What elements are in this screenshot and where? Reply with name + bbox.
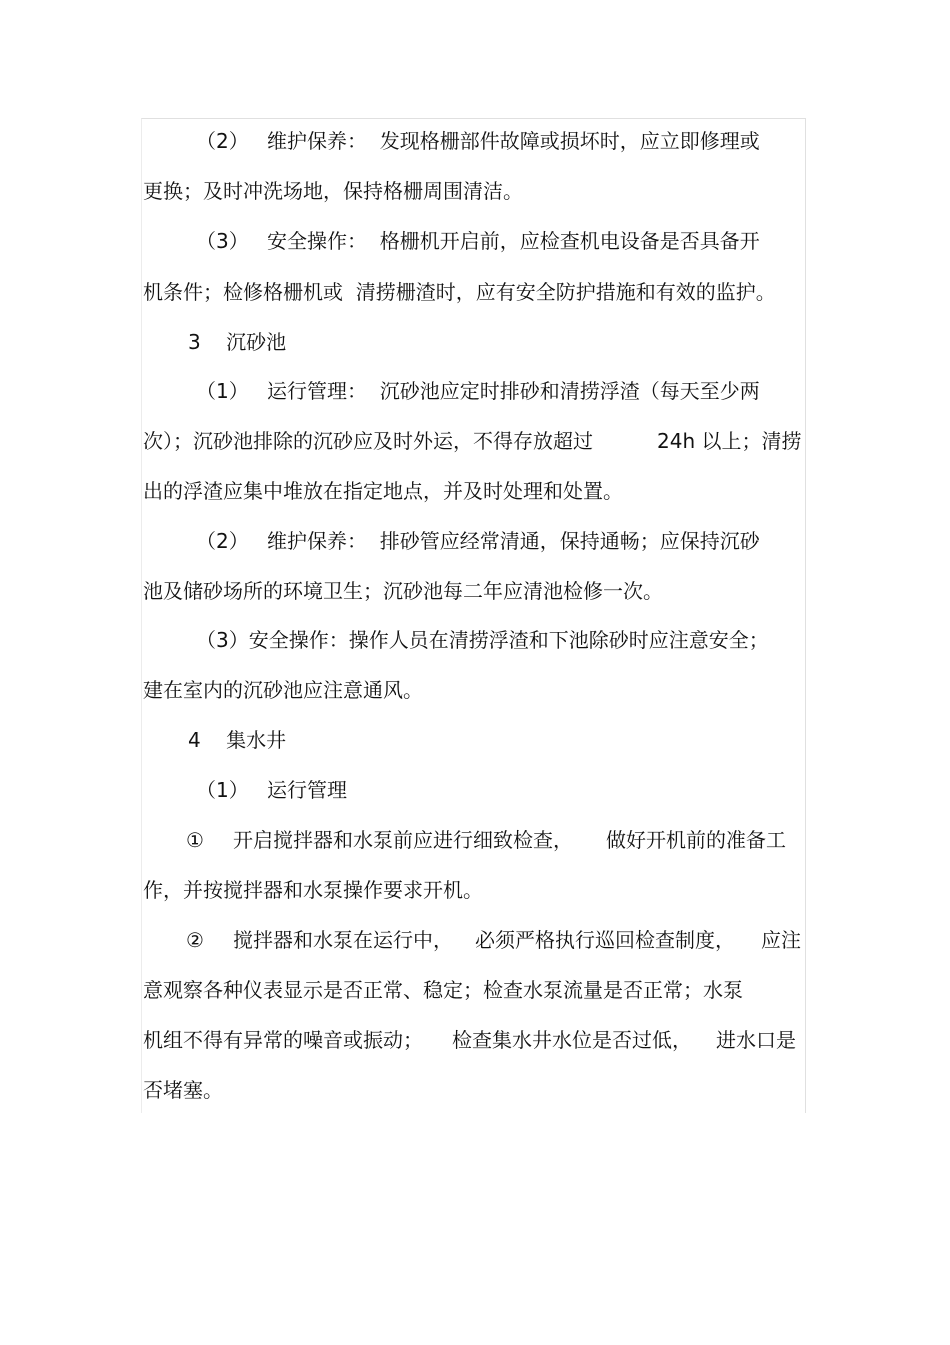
item-text: 运行管理： 沉砂池应定时排砂和清捞浮渣（每天至少两 [267, 379, 760, 403]
text-line-10: 池及储砂场所的环境卫生；沉砂池每二年应清池检修一次。 [143, 579, 663, 603]
text-line-1 [0, 126, 950, 156]
text-line-12: 建在室内的沉砂池应注意通风。 [143, 678, 423, 702]
text-line-14 [0, 775, 950, 805]
item-number: （2） [196, 529, 249, 553]
text-line-18: 意观察各种仪表显示是否正常、稳定；检查水泵流量是否正常；水泵 [143, 978, 743, 1002]
page-border [141, 118, 806, 1113]
text-line-8: 出的浮渣应集中堆放在指定地点，并及时处理和处置。 [143, 479, 623, 503]
text-line-6 [0, 376, 950, 406]
line-text: 搅拌器和水泵在运行中， [233, 928, 453, 952]
text-line-17 [0, 925, 950, 955]
circled-number: ① [186, 828, 204, 852]
item-number: （1） [196, 778, 249, 802]
text-line-7 [0, 426, 950, 456]
line-text: 开启搅拌器和水泵前应进行细致检查， [233, 828, 573, 852]
item-text: 运行管理 [267, 778, 347, 802]
text-line-2: 更换；及时冲洗场地，保持格栅周围清洁。 [143, 179, 523, 203]
line-text: 做好开机前的准备工 [606, 828, 786, 852]
line-text: 进水口是 [716, 1028, 796, 1052]
line-text: 检查集水井水位是否过低， [452, 1028, 692, 1052]
text-line-3 [0, 226, 950, 256]
item-number: （3） [196, 229, 249, 253]
text-line-15 [0, 825, 950, 855]
item-text: 安全操作： 格栅机开启前，应检查机电设备是否具备开 [267, 229, 760, 253]
line-text: 次）；沉砂池排除的沉砂应及时外运，不得存放超过 [143, 429, 593, 453]
line-text: 机组不得有异常的噪音或振动； [143, 1028, 423, 1052]
circled-number: ② [186, 928, 204, 952]
text-line-20: 否堵塞。 [143, 1078, 223, 1102]
item-text: 维护保养： 排砂管应经常清通，保持通畅；应保持沉砂 [267, 529, 760, 553]
text-line-19 [0, 1025, 950, 1055]
item-number: （2） [196, 129, 249, 153]
text-line-9 [0, 526, 950, 556]
line-text: 必须严格执行巡回检查制度， [475, 928, 735, 952]
section-heading-4: 4 集水井 [188, 728, 287, 752]
text-line-16: 作，并按搅拌器和水泵操作要求开机。 [143, 878, 483, 902]
section-heading-3: 3 沉砂池 [188, 330, 287, 354]
line-text: 应注 [761, 928, 801, 952]
text-line-11: （3）安全操作：操作人员在清捞浮渣和下池除砂时应注意安全； [196, 628, 769, 652]
text-line-4: 机条件；检修格栅机或 清捞栅渣时，应有安全防护措施和有效的监护。 [143, 280, 776, 304]
item-number: （1） [196, 379, 249, 403]
line-text: 24h 以上；清捞 [657, 429, 802, 453]
item-text: 维护保养： 发现格栅部件故障或损坏时，应立即修理或 [267, 129, 760, 153]
